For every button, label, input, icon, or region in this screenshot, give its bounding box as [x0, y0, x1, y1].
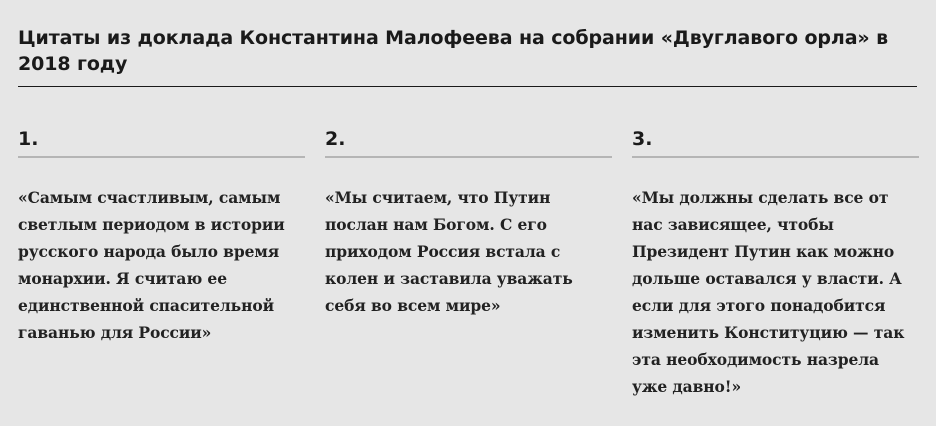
quote-text: «Самым счастливым, самым светлым периодом в истории русского народа было время монархии. Я считаю ее единственной спасительной гаванью для России»	[18, 188, 285, 342]
quote-number: 3.	[632, 128, 653, 150]
quote-number-divider	[325, 156, 612, 158]
quote-text: «Мы считаем, что Путин послан нам Богом. С его приходом Россия встала с колен и заставила уважать себя во всем мире»	[325, 188, 573, 315]
quote-number-divider	[632, 156, 919, 158]
quote-column-3	[632, 126, 919, 400]
page-title: Цитаты из доклада Константина Малофеева на собрании «Двуглавого орла» в 2018 году	[18, 27, 889, 75]
title-divider	[18, 86, 917, 87]
quote-number: 1.	[18, 128, 39, 150]
quote-number: 2.	[325, 128, 346, 150]
quote-text: «Мы должны сделать все от нас зависящее, чтобы Президент Путин как можно дольше оставался у власти. А если для этого понадобится изменить Конституцию — так эта необходимость назрела уже давно!»	[632, 188, 905, 396]
quote-column-1	[18, 126, 305, 346]
quote-column-2	[325, 126, 612, 319]
quote-number-divider	[18, 156, 305, 158]
